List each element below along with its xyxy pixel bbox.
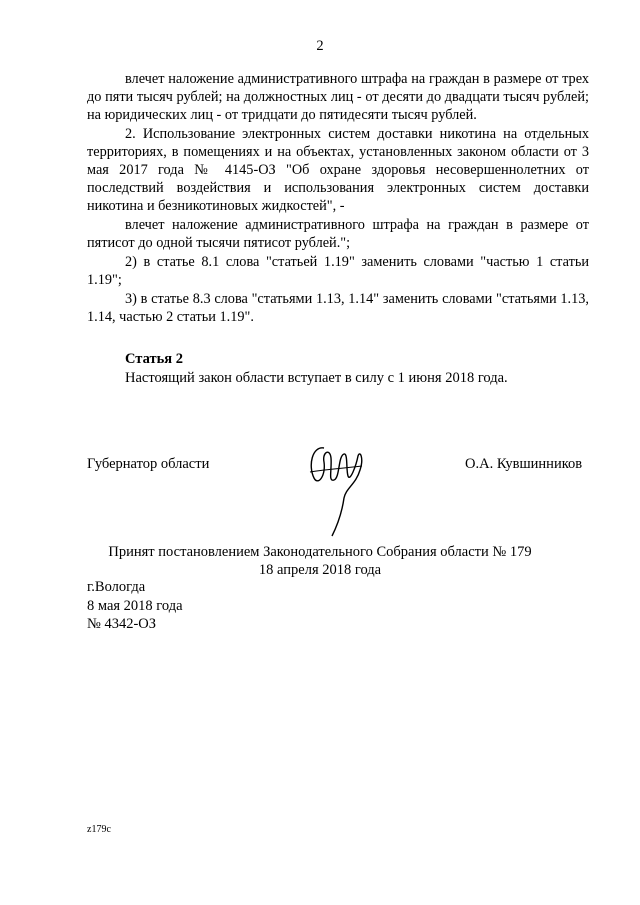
article-title: Статья 2 (125, 351, 183, 367)
paragraph: 2. Использование электронных систем доставки никотина на отдельных территориях, в помещениях и на объектах, установленных законом области от 3 мая 2017 года № 4145-ОЗ "Об охране здоровья несовершеннолетних от последствий воздействия и использования электронных систем доставки никотина и безникотиновых жидкостей", - (87, 126, 589, 214)
governor-name: О.А. Кувшинников (465, 456, 583, 472)
governor-position: Губернатор области (87, 456, 210, 472)
adoption-note (0, 543, 640, 579)
paragraph: влечет наложение административного штрафа на граждан в размере от трех до пяти тысяч рублей; на должностных лиц - от десяти до двадцати тысяч рублей; на юридических лиц - от тридцати до пятидесяти тысяч рублей. (87, 71, 589, 123)
page-number: 2 (316, 38, 324, 54)
footer-code: z179c (87, 824, 111, 835)
signature-icon (300, 436, 372, 540)
document-body (87, 70, 589, 326)
city: г.Вологда (87, 579, 146, 595)
paragraph: 3) в статье 8.3 слова "статьями 1.13, 1.14" заменить словами "статьями 1.13, 1.14, частью 2 статьи 1.19". (87, 291, 589, 325)
law-number: № 4342-ОЗ (87, 616, 157, 632)
sign-date: 8 мая 2018 года (87, 597, 183, 614)
paragraph: влечет наложение административного штрафа на граждан в размере от пятисот до одной тысячи пятисот рублей."; (87, 217, 589, 251)
document-meta (87, 578, 183, 634)
paragraph: 2) в статье 8.1 слова "статьей 1.19" заменить словами "частью 1 статьи 1.19"; (87, 254, 589, 288)
adoption-line: Принят постановлением Законодательного Собрания области № 179 (108, 544, 532, 560)
article-text: Настоящий закон области вступает в силу с 1 июня 2018 года. (125, 370, 508, 386)
adoption-date: 18 апреля 2018 года (258, 562, 382, 578)
